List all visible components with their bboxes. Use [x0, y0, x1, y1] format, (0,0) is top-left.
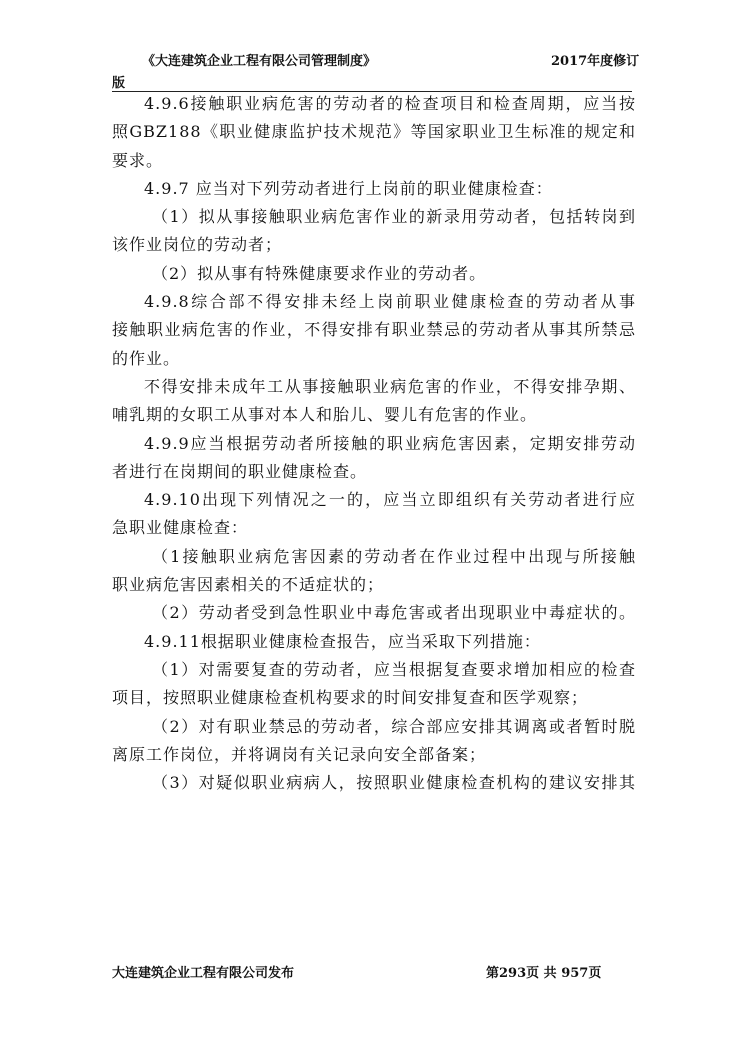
text-line: 4.9.6接触职业病危害的劳动者的检查项目和检查周期，应当按 [144, 94, 636, 113]
text-line: 不得安排未成年工从事接触职业病危害的作业，不得安排孕期、 [144, 376, 636, 396]
edition-label-tail: 版 [112, 76, 126, 91]
document-title: 《大连建筑企业工程有限公司管理制度》 [142, 54, 377, 69]
text-line: （1接触职业病危害因素的劳动者在作业过程中出现与所接触 [152, 546, 636, 566]
text-line: （1）拟从事接触职业病危害作业的新录用劳动者，包括转岗到 [152, 207, 636, 227]
text-line: （2）对有职业禁忌的劳动者，综合部应安排其调离或者暂时脱 [152, 716, 636, 736]
text-line: 急职业健康检查： [112, 518, 249, 538]
text-line: 职业病危害因素相关的不适症状的； [112, 575, 385, 595]
text-line: 哺乳期的女职工从事对本人和胎儿、婴儿有危害的作业。 [112, 405, 538, 425]
publisher-label: 大连建筑企业工程有限公司发布 [112, 966, 295, 981]
text-line: 4.9.7 应当对下列劳动者进行上岗前的职业健康检查： [144, 178, 553, 198]
text-line: 4.9.8综合部不得安排未经上岗前职业健康检查的劳动者从事 [144, 292, 636, 312]
text-line: 4.9.10出现下列情况之一的，应当立即组织有关劳动者进行应 [144, 490, 636, 510]
text-line: 4.9.11根据职业健康检查报告，应当采取下列措施： [144, 631, 541, 651]
text-line: 照GBZ188《职业健康监护技术规范》等国家职业卫生标准的规定和 [112, 122, 636, 142]
text-line: （2）拟从事有特殊健康要求作业的劳动者。 [152, 263, 487, 283]
text-line: 接触职业病危害的作业，不得安排有职业禁忌的劳动者从事其所禁忌 [112, 320, 636, 340]
edition-label: 2017年度修订 [551, 54, 640, 69]
text-line: （3）对疑似职业病病人，按照职业健康检查机构的建议安排其 [152, 773, 636, 793]
text-line: 要求。 [112, 150, 164, 170]
text-line: （1）对需要复查的劳动者，应当根据复查要求增加相应的检查 [152, 659, 636, 679]
text-line: 该作业岗位的劳动者； [112, 235, 283, 255]
page-number: 第293页 共 957页 [486, 966, 602, 981]
text-line: （2）劳动者受到急性职业中毒危害或者出现职业中毒症状的。 [152, 603, 636, 623]
document-body [112, 90, 636, 797]
text-line: 4.9.9应当根据劳动者所接触的职业病危害因素，定期安排劳动 [144, 433, 636, 453]
text-line: 的作业。 [112, 348, 181, 368]
text-line: 离原工作岗位，并将调岗有关记录向安全部备案； [112, 744, 487, 764]
text-line: 者进行在岗期间的职业健康检查。 [112, 461, 368, 481]
text-line: 项目，按照职业健康检查机构要求的时间安排复查和医学观察； [112, 688, 589, 708]
